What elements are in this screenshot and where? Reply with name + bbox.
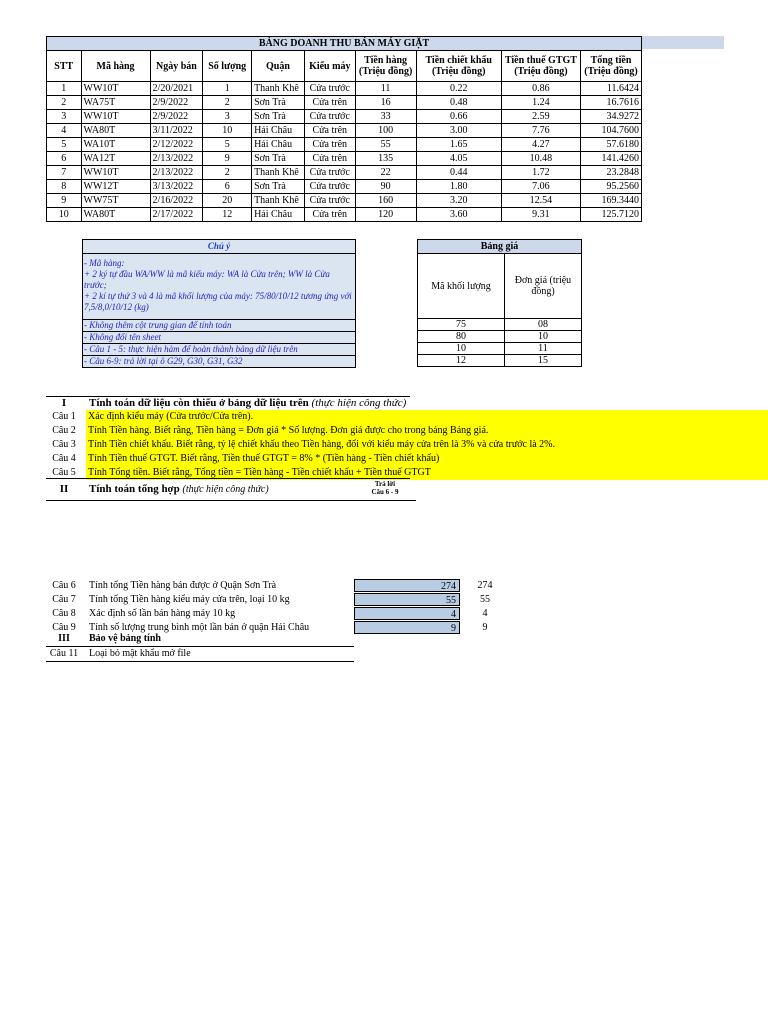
column-header: Tổng tiền (Triệu đồng) <box>581 51 642 82</box>
table-cell[interactable]: 90 <box>355 180 416 194</box>
table-row <box>47 124 642 138</box>
task-label: Câu 2 <box>52 425 76 436</box>
price-row <box>418 319 582 331</box>
table-cell[interactable]: 11 <box>355 82 416 96</box>
section3-num: III <box>58 633 70 644</box>
table-cell[interactable]: 2.59 <box>501 110 580 124</box>
table-cell[interactable]: 1 <box>47 82 82 96</box>
table-cell[interactable]: 4 <box>47 124 82 138</box>
table-cell[interactable]: 2 <box>47 96 82 110</box>
answer-check: 274 <box>477 580 493 591</box>
table-cell[interactable]: 1.80 <box>416 180 501 194</box>
sales-table <box>46 36 642 222</box>
price-cell[interactable]: 08 <box>505 319 582 331</box>
column-header: Kiểu máy <box>304 51 355 82</box>
table-cell[interactable]: Thanh Khê <box>252 82 305 96</box>
table-cell[interactable]: WW75T <box>81 194 150 208</box>
table-cell[interactable]: 11.6424 <box>581 82 642 96</box>
column-header: Quận <box>252 51 305 82</box>
table-row <box>47 138 642 152</box>
table-cell[interactable]: 5 <box>203 138 252 152</box>
task-label: Câu 7 <box>52 594 76 605</box>
price-cell[interactable]: 11 <box>505 343 582 355</box>
table-cell[interactable]: Cửa trên <box>304 138 355 152</box>
table-cell[interactable]: WW10T <box>81 110 150 124</box>
table-cell[interactable]: 57.6180 <box>581 138 642 152</box>
table-cell[interactable]: WA75T <box>81 96 150 110</box>
price-row <box>418 343 582 355</box>
table-cell[interactable]: 10.48 <box>501 152 580 166</box>
table-cell[interactable]: 2/13/2022 <box>150 166 203 180</box>
table-cell[interactable]: Sơn Trà <box>252 180 305 194</box>
price-cell[interactable]: 12 <box>418 355 505 367</box>
table-cell[interactable]: 1.65 <box>416 138 501 152</box>
table-cell[interactable]: WA80T <box>81 208 150 222</box>
table-cell[interactable]: Thanh Khê <box>252 166 305 180</box>
table-cell[interactable]: 10 <box>203 124 252 138</box>
table-cell[interactable]: 33 <box>355 110 416 124</box>
answer-check: 9 <box>482 622 488 633</box>
table-cell[interactable]: 6 <box>203 180 252 194</box>
table-cell[interactable]: 0.86 <box>501 82 580 96</box>
table-cell[interactable]: Thanh Khê <box>252 194 305 208</box>
table-cell[interactable]: 104.7600 <box>581 124 642 138</box>
note-item: - Không đổi tên sheet <box>83 332 355 344</box>
task-label: Câu 11 <box>49 648 79 659</box>
task-label: Câu 9 <box>52 622 76 633</box>
task-row-11 <box>46 647 476 660</box>
task-label: Câu 1 <box>52 411 76 422</box>
table-cell[interactable]: 120 <box>355 208 416 222</box>
section1-hint: (thực hiện công thức) <box>311 397 407 409</box>
table-row <box>47 152 642 166</box>
table-cell[interactable]: 3.20 <box>416 194 501 208</box>
table-cell[interactable]: WW12T <box>81 180 150 194</box>
task-text: Tính tổng Tiền hàng kiểu máy cửa trên, loại 10 kg <box>89 594 290 605</box>
table-cell[interactable]: 3/13/2022 <box>150 180 203 194</box>
task-text: Tính Tiền thuế GTGT. Biết rằng, Tiền thuế GTGT = 8% * (Tiền hàng - Tiền chiết khấu) <box>86 452 768 466</box>
price-table <box>417 239 582 367</box>
answer-cell[interactable]: 9 <box>354 621 460 634</box>
table-cell[interactable]: 0.22 <box>416 82 501 96</box>
table-cell[interactable]: 23.2848 <box>581 166 642 180</box>
table-cell[interactable]: 6 <box>47 152 82 166</box>
table-header-row <box>47 51 642 82</box>
table-cell[interactable]: 7.76 <box>501 124 580 138</box>
table-cell[interactable]: Cửa trên <box>304 96 355 110</box>
table-cell[interactable]: Sơn Trà <box>252 152 305 166</box>
table-cell[interactable]: Hải Châu <box>252 138 305 152</box>
table-cell[interactable]: 95.2560 <box>581 180 642 194</box>
table-cell[interactable]: 3/11/2022 <box>150 124 203 138</box>
table-cell[interactable]: 7 <box>47 166 82 180</box>
table-cell[interactable]: 22 <box>355 166 416 180</box>
table-cell[interactable]: 5 <box>47 138 82 152</box>
column-header: Ngày bán <box>150 51 203 82</box>
table-cell[interactable]: Cửa trên <box>304 152 355 166</box>
column-header: Tiền thuế GTGT (Triệu đồng) <box>501 51 580 82</box>
table-cell[interactable]: Cửa trên <box>304 124 355 138</box>
section2-hint: (thực hiện công thức) <box>182 484 269 495</box>
price-cell[interactable]: 75 <box>418 319 505 331</box>
table-cell[interactable]: Sơn Trà <box>252 96 305 110</box>
table-cell[interactable]: Cửa trước <box>304 110 355 124</box>
section2-title: Tính toán tổng hợp <box>89 483 180 495</box>
column-header: Mã hàng <box>81 51 150 82</box>
answer-check: 55 <box>480 594 490 605</box>
table-cell[interactable]: 16 <box>355 96 416 110</box>
answer-cell[interactable]: 274 <box>354 579 460 592</box>
price-table-title: Bảng giá <box>418 240 582 254</box>
table-cell[interactable]: 3 <box>203 110 252 124</box>
table-cell[interactable]: 2/20/2021 <box>150 82 203 96</box>
task-text: Xác định kiểu máy (Cửa trước/Cửa trên). <box>86 410 768 424</box>
table-cell[interactable]: 1.72 <box>501 166 580 180</box>
note-item: - Câu 6-9: trả lời tại ô G29, G30, G31, G32 <box>84 356 243 366</box>
table-cell[interactable]: WA80T <box>81 124 150 138</box>
task-label: Câu 3 <box>52 439 76 450</box>
task-label: Câu 4 <box>52 453 76 464</box>
table-cell[interactable]: 3.00 <box>416 124 501 138</box>
answer-header-line1: Trả lời <box>374 480 396 488</box>
task-text: Xác định số lần bán hàng máy 10 kg <box>89 608 236 619</box>
table-cell[interactable]: 2 <box>203 96 252 110</box>
table-cell[interactable]: 0.48 <box>416 96 501 110</box>
table-cell[interactable]: 12.54 <box>501 194 580 208</box>
table-row <box>47 110 642 124</box>
note-item: - Mã hàng: + 2 ký tự đầu WA/WW là mã kiểu máy: WA là Cửa trên; WW là Cửa trước; + 2 kí tự thứ 3 và 4 là mã khối lượng của máy: 75/80/10/12 tương ứng với 7,5/8,0/10/12 (kg) <box>83 254 355 320</box>
table-cell[interactable]: 0.66 <box>416 110 501 124</box>
task-label: Câu 5 <box>52 467 76 478</box>
price-cell[interactable]: 10 <box>418 343 505 355</box>
table-cell[interactable]: 2 <box>203 166 252 180</box>
table-cell[interactable]: Cửa trước <box>304 194 355 208</box>
column-header: STT <box>47 51 82 82</box>
answer-cell[interactable]: 55 <box>354 593 460 606</box>
table-cell[interactable]: 2/13/2022 <box>150 152 203 166</box>
table-cell[interactable]: 2/17/2022 <box>150 208 203 222</box>
table-row <box>47 180 642 194</box>
table-cell[interactable]: 125.7120 <box>581 208 642 222</box>
table-cell[interactable]: 2/9/2022 <box>150 110 203 124</box>
section1-num: I <box>61 397 67 409</box>
answer-header-line2: Câu 6 - 9 <box>371 488 399 496</box>
table-cell[interactable]: Sơn Trà <box>252 110 305 124</box>
table-row <box>47 194 642 208</box>
task-text: Tính tổng Tiền hàng bán được ở Quận Sơn Trà <box>89 580 277 591</box>
price-row <box>418 331 582 343</box>
table-cell[interactable]: WW10T <box>81 166 150 180</box>
table-cell[interactable]: 2/16/2022 <box>150 194 203 208</box>
table-cell[interactable]: 169.3440 <box>581 194 642 208</box>
table-cell[interactable]: 141.4260 <box>581 152 642 166</box>
task-text: Tính Tiền hàng. Biết rằng, Tiền hàng = Đơn giá * Số lượng. Đơn giá được cho trong bảng Bảng giá. <box>86 424 768 438</box>
answer-check: 4 <box>482 608 488 619</box>
table-cell[interactable]: 12 <box>203 208 252 222</box>
table-cell[interactable]: 8 <box>47 180 82 194</box>
table-cell[interactable]: 9.31 <box>501 208 580 222</box>
price-col-code: Mã khối lượng <box>418 254 505 319</box>
answer-header <box>355 480 415 496</box>
table-cell[interactable]: 9 <box>47 194 82 208</box>
table-cell[interactable]: 3.60 <box>416 208 501 222</box>
table-cell[interactable]: 2/12/2022 <box>150 138 203 152</box>
answer-cell[interactable]: 4 <box>354 607 460 620</box>
table-cell[interactable]: 20 <box>203 194 252 208</box>
table-cell[interactable]: 55 <box>355 138 416 152</box>
section2-underline <box>46 500 416 501</box>
section2-divider <box>46 478 410 479</box>
table-cell[interactable]: 4.05 <box>416 152 501 166</box>
column-header: Số lượng <box>203 51 252 82</box>
table-cell[interactable]: 135 <box>355 152 416 166</box>
column-header: Tiền chiết khấu (Triệu đồng) <box>416 51 501 82</box>
note-item: - Câu 1 - 5: thực hiện hàm để hoàn thành bảng dữ liệu trên <box>83 344 355 356</box>
table-cell[interactable]: Hải Châu <box>252 208 305 222</box>
table-cell[interactable]: 160 <box>355 194 416 208</box>
table-cell[interactable]: 1 <box>203 82 252 96</box>
column-header: Tiền hàng (Triệu đồng) <box>355 51 416 82</box>
summary-row <box>46 607 488 620</box>
table-row <box>47 166 642 180</box>
section1-title: Tính toán dữ liệu còn thiếu ở bảng dữ liệu trên <box>89 397 309 409</box>
task-text: Tính Tiền chiết khấu. Biết rằng, tỷ lệ chiết khấu theo Tiền hàng, đối với kiểu máy cửa trên là 3% và cửa trước là 2%. <box>86 438 768 452</box>
table-cell[interactable]: 3 <box>47 110 82 124</box>
table-cell[interactable]: 9 <box>203 152 252 166</box>
price-cell[interactable]: 80 <box>418 331 505 343</box>
table-cell[interactable]: 1.24 <box>501 96 580 110</box>
summary-row <box>46 593 490 606</box>
task-label: Câu 6 <box>52 580 76 591</box>
table-row <box>47 82 642 96</box>
task-text: Loại bỏ mật khẩu mở file <box>89 648 191 659</box>
table-title: BẢNG DOANH THU BÁN MÁY GIẶT <box>47 37 642 51</box>
table-cell[interactable]: 2/9/2022 <box>150 96 203 110</box>
table-cell[interactable]: 100 <box>355 124 416 138</box>
table-cell[interactable]: WW10T <box>81 82 150 96</box>
notes-title: Chú ý <box>83 240 355 254</box>
note-item: - Không thêm cột trung gian để tính toán <box>83 320 355 332</box>
summary-row <box>46 579 493 592</box>
table-cell[interactable]: 10 <box>47 208 82 222</box>
table-cell[interactable]: Cửa trước <box>304 166 355 180</box>
table-cell[interactable]: 16.7616 <box>581 96 642 110</box>
title-strip-extension <box>640 36 724 49</box>
section2-num: II <box>59 483 69 495</box>
table-cell[interactable]: Cửa trước <box>304 180 355 194</box>
table-cell[interactable]: 7.06 <box>501 180 580 194</box>
table-row <box>47 96 642 110</box>
notes-box <box>82 239 356 368</box>
price-cell[interactable]: 10 <box>505 331 582 343</box>
table-cell[interactable]: 34.9272 <box>581 110 642 124</box>
price-row <box>418 355 582 367</box>
section3-bottom <box>46 661 354 662</box>
task-label: Câu 8 <box>52 608 76 619</box>
price-col-unit: Đơn giá (triệu đồng) <box>505 254 582 319</box>
table-row <box>47 208 642 222</box>
price-cell[interactable]: 15 <box>505 355 582 367</box>
table-cell[interactable]: Cửa trên <box>304 208 355 222</box>
table-cell[interactable]: 0.44 <box>416 166 501 180</box>
table-cell[interactable]: Cửa trước <box>304 82 355 96</box>
table-cell[interactable]: WA12T <box>81 152 150 166</box>
task-text: Tính số lượng trung bình một lần bán ở quận Hải Châu <box>89 622 310 633</box>
table-cell[interactable]: WA10T <box>81 138 150 152</box>
table-cell[interactable]: 4.27 <box>501 138 580 152</box>
task-text: Tính Tổng tiền. Biết rằng, Tổng tiền = Tiền hàng - Tiền chiết khấu + Tiền thuế GTGT <box>86 466 768 480</box>
table-cell[interactable]: Hải Châu <box>252 124 305 138</box>
section3-title: Bảo vệ bảng tính <box>89 633 161 644</box>
